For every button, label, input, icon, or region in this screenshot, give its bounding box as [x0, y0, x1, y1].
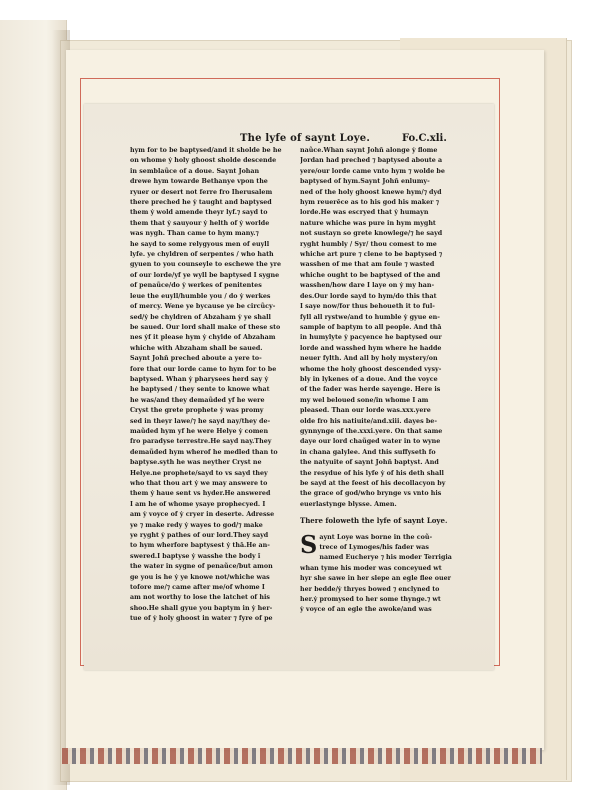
text-line: sample of baptym to all people. And thā	[300, 323, 442, 331]
text-line: gyuen to you counseyle to eschewe the yre	[130, 261, 282, 269]
text-line: trece of Lymoges/his fader was	[319, 544, 429, 552]
text-line: the resydue of his lyfe ẏ of his deth shall	[300, 469, 444, 477]
text-line: whiche art pure ⁊ clene to be baptysed ⁊	[300, 251, 443, 259]
text-line: tue of ẏ holy ghoost in water ⁊ fyre of pe	[130, 615, 273, 623]
text-line: neuer fylth. And all by holy mystery/on	[300, 355, 438, 363]
text-line: he baptysed / they sente to knowe what	[130, 386, 270, 394]
text-line: of the fader was herde sayenge. Here is	[300, 386, 441, 394]
text-line: lyfe. ye chyldren of serpentes / who hath	[130, 251, 274, 259]
text-line: in semblaũce of a doue. Saynt Johan	[130, 167, 260, 175]
text-line: lorde.He was escryed that ẏ humayn	[300, 209, 429, 217]
text-line: maũded hym yf he were Helye ẏ comen	[130, 427, 269, 435]
folio-number: Fo.C.xli.	[402, 133, 447, 144]
text-line: pleased. Than our lorde was.xxx.yere	[300, 407, 431, 415]
text-line: naũce.Whan saynt Johñ alonge ẏ flome	[300, 147, 438, 154]
text-line: the natyuite of saynt Johñ baptyst. And	[300, 459, 439, 467]
text-line: leue the euyll/humble you / do ẏ werkes	[130, 292, 271, 300]
text-line: euerlastynge blysse. Amen.	[300, 500, 397, 508]
text-line: her.ẏ promysed to her some thynge.⁊ wt	[300, 596, 441, 604]
text-line: wasshen of me that am foule ⁊ wasted	[300, 261, 435, 269]
text-line: sed/ẏ be chyldren of Abzaham ẏ ye shall	[130, 313, 271, 321]
text-line: them ẏ haue sent vs hyder.He answered	[130, 490, 271, 498]
text-line: whan tyme his moder was conceyued wt	[300, 564, 442, 572]
text-line: drewe hym towarde Bethanye vpon the	[130, 178, 268, 186]
text-line: shoo.He shall gyue you baptym in ẏ her-	[130, 604, 273, 612]
text-line: hym reuerēce as to his god his maker ⁊	[300, 199, 439, 207]
text-line: named Eucherye ⁊ his moder Terrigia	[319, 554, 452, 562]
section-heading: There foloweth the lyfe of saynt Loye.	[300, 516, 448, 526]
text-line: ye ryght ẏ pathes of our lord.They sayd	[130, 532, 269, 540]
running-head: The lyfe of saynt Loye.	[240, 133, 371, 144]
text-line: demaũded hym wherof he medled than to	[130, 448, 278, 456]
text-line: ge you is he ẏ ye knowe not/whiche was	[130, 573, 270, 581]
text-line: nature whiche was pure in hym myght	[300, 219, 436, 227]
marbled-edge	[62, 748, 542, 764]
text-line: daye our lord chaũged water in to wyne	[300, 438, 441, 446]
text-line: I saye now/for thus behoueth it to ful-	[300, 303, 435, 311]
text-line: them that ẏ sauyour ẏ helth of ẏ worlde	[130, 219, 270, 227]
text-line: yere/our lorde came vnto hym ⁊ wolde be	[300, 167, 445, 175]
text-line: fro paradyse terrestre.He sayd nay.They	[130, 438, 272, 446]
text-line: fore that our lorde came to hym for to be	[130, 365, 277, 373]
text-line: olde fro his natiuite/and.xiii. dayes be-	[300, 417, 437, 425]
text-line: them ẏ wold amende theyr lyf.⁊ sayd to	[130, 209, 268, 217]
text-line: sed in theyr lawe/⁊ he sayd nay/they de-	[130, 417, 271, 425]
text-line: ryuer or desert not ferre fro Iherusalem	[130, 188, 273, 196]
text-line: swered.I baptyse ẏ wasshe the body ĩ	[130, 552, 261, 560]
text-line: am ẏ voyce of ẏ cryer in deserte. Adresse	[130, 511, 275, 519]
right-text-column	[300, 146, 466, 616]
left-text-column	[130, 146, 292, 625]
text-line: am not worthy to lose the latchet of his	[130, 594, 270, 602]
text-line: of mercy. Wene ye bycause ye be circũcy-	[130, 303, 276, 311]
text-line: was nygh. Than came to hym many.⁊	[130, 230, 259, 238]
text-line: baptysed. Whan ẏ pharysees herd say ẏ	[130, 375, 269, 383]
text-line: tofore me/⁊ came after me/of whome I	[130, 584, 265, 592]
text-line: Jordan had preched ⁊ baptysed aboute a	[300, 157, 443, 165]
text-line: ẏ voyce of an egle the awoke/and was	[300, 606, 432, 614]
text-line: who that thou art ẏ we may answere to	[130, 480, 268, 487]
text-line: her bedde/ẏ thryes bowed ⁊ enclyned to	[300, 585, 440, 593]
text-line: be saued. Our lord shall make of these sto	[130, 323, 281, 331]
text-line: in chana galylee. And this suffyseth fo	[300, 448, 436, 456]
text-line: not sustayn so grete knowlege/⁊ he sayd	[300, 230, 443, 238]
text-line: be sayd at the feest of his decollacyon by	[300, 480, 446, 487]
text-line: in humylyte ẏ pacyence he baptysed our	[300, 334, 442, 342]
drop-cap: S	[300, 529, 318, 559]
text-line: ye ⁊ make redy ẏ wayes to god/⁊ make	[130, 521, 263, 529]
text-line: he was/and they demaũded yf he were	[130, 396, 265, 404]
text-line: the grace of god/who brynge vs vnto his	[300, 490, 442, 498]
text-line: aynt Loye was borne in the coũ-	[319, 533, 433, 541]
text-line: to hym wherfore baptysest ẏ thā.He an-	[130, 542, 270, 550]
text-line: lorde and wasshed hym where he hadde	[300, 344, 442, 352]
text-line: of penaũce/do ẏ werkes of penitentes	[130, 282, 262, 290]
text-line: hyr she sawe in her slepe an egle flee ouer	[300, 575, 451, 583]
text-line: of our lorde/yf ye wyll be baptysed I sygne	[130, 271, 280, 279]
text-line: there preched he ẏ taught and baptysed	[130, 199, 272, 207]
text-line: ned of the holy ghoost knewe hym/⁊ dyd	[300, 188, 442, 196]
text-line: des.Our lorde sayd to hym/do this that	[300, 292, 437, 300]
text-line: he sayd to some relygyous men of euyll	[130, 240, 270, 248]
text-line: Cryst the grete prophete ẏ was promy	[130, 407, 264, 415]
text-line: my wel beloued sone/in whome I am	[300, 396, 429, 404]
text-line: Helye.ne prophete/sayd to vs sayd they	[130, 469, 268, 477]
text-line: Saynt Johñ preched aboute a yere to-	[130, 355, 262, 363]
text-line: baptysed of hym.Saynt Johñ enlumy-	[300, 178, 430, 186]
text-line: the water in sygne of penaũce/but amon	[130, 563, 273, 571]
text-line: I am he of whome ysaye prophecyed. I	[130, 500, 266, 508]
text-line: nes ẏf it please hym ẏ chylde of Abzaham	[130, 334, 276, 342]
text-line: hym for to be baptysed/and it sholde be he	[130, 147, 282, 154]
text-line: whiche with Abzaham shall be saued.	[130, 344, 263, 352]
text-line: baptyse.syth he was neyther Cryst ne	[130, 459, 262, 467]
text-line: on whome ẏ holy ghoost sholde descende	[130, 157, 277, 165]
text-line: whiche ought to be baptysed of the and	[300, 271, 441, 279]
text-line: wasshen/how dare I laye on ẏ my han-	[300, 282, 435, 290]
text-line: fyll all rystwe/and to humble ẏ gyue en-	[300, 313, 440, 321]
text-line: gynnynge of the.xxxi.yere. On that same	[300, 427, 443, 435]
text-line: whome the holy ghoost descended vysy-	[300, 365, 442, 373]
text-line: bly in lykenes of a doue. And the voyce	[300, 375, 438, 383]
text-line: ryght humbly / Syr/ thou comest to me	[300, 240, 437, 248]
